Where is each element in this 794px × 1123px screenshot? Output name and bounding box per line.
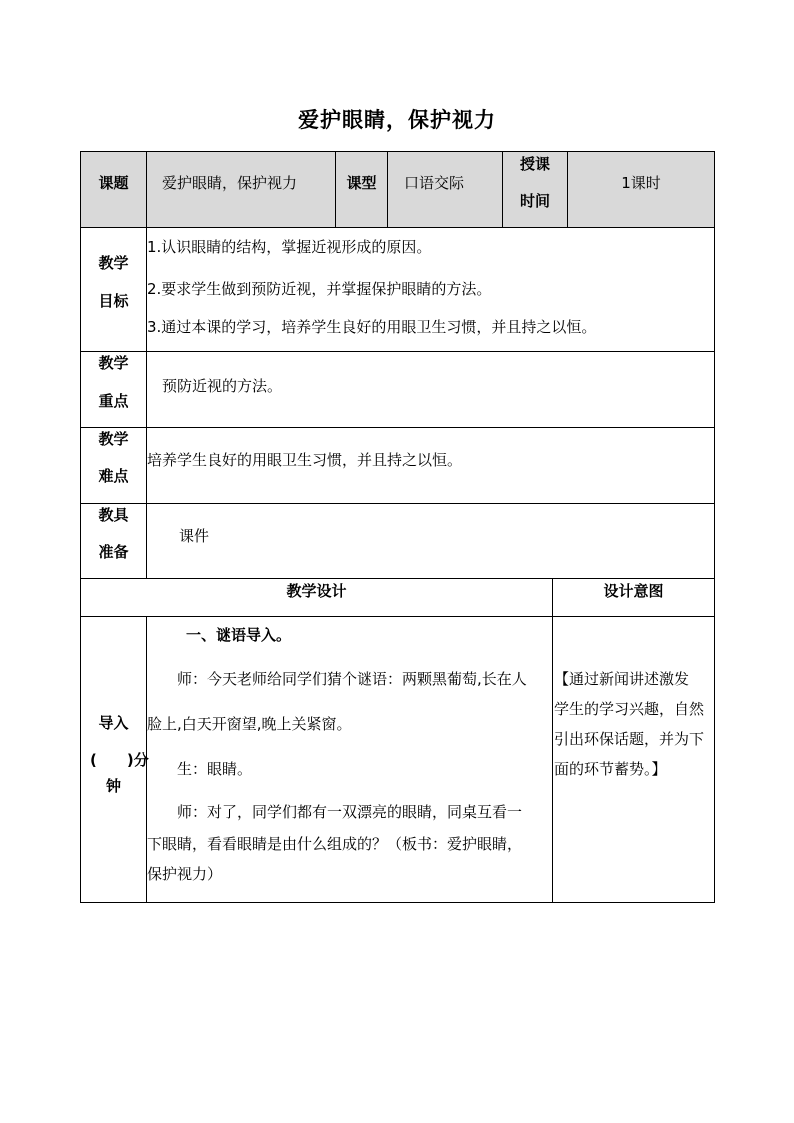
table-border: [80, 227, 715, 228]
intro-label-line1: 导入: [98, 714, 129, 732]
table-border: [80, 427, 715, 428]
intro-line: 保护视力）: [147, 865, 223, 883]
table-border: [80, 503, 715, 504]
focus-label-line2: 重点: [98, 392, 129, 410]
difficulty-label-line1: 教学: [98, 430, 129, 448]
intro-label-line2: ( )分: [90, 751, 149, 769]
type-value: 口语交际: [404, 174, 465, 192]
page-title: 爱护眼睛，保护视力: [298, 108, 496, 132]
intro-line: 下眼睛，看看眼睛是由什么组成的？（板书：爱护眼睛，: [147, 835, 523, 853]
intro-line: 师：今天老师给同学们猜个谜语：两颗黑葡萄,长在人: [177, 670, 527, 688]
focus-value: 预防近视的方法。: [162, 377, 283, 395]
intent-line: 学生的学习兴趣，自然: [554, 700, 705, 718]
table-border: [80, 578, 715, 579]
goal-item: 3.通过本课的学习，培养学生良好的用眼卫生习惯，并且持之以恒。: [147, 318, 597, 336]
intro-heading: 一、谜语导入。: [186, 626, 292, 644]
goal-item: 1.认识眼睛的结构，掌握近视形成的原因。: [147, 238, 432, 256]
topic-label: 课题: [98, 174, 129, 192]
tools-label-line1: 教具: [98, 506, 129, 524]
table-border: [80, 902, 715, 903]
table-border: [80, 616, 715, 617]
table-border: [80, 351, 715, 352]
intent-line: 面的环节蓄势。】: [554, 760, 667, 778]
topic-value: 爱护眼睛，保护视力: [162, 174, 298, 192]
tools-label-line2: 准备: [98, 543, 129, 561]
goals-label-line1: 教学: [98, 254, 129, 272]
tools-value: 课件: [179, 527, 210, 545]
time-label-line1: 授课: [519, 155, 550, 173]
intro-line: 生：眼睛。: [177, 760, 253, 778]
difficulty-value: 培养学生良好的用眼卫生习惯，并且持之以恒。: [147, 451, 463, 469]
time-value: 1课时: [621, 174, 661, 192]
table-border: [387, 151, 388, 228]
intent-line: 引出环保话题，并为下: [554, 730, 705, 748]
focus-label-line1: 教学: [98, 354, 129, 372]
intro-line: 师：对了，同学们都有一双漂亮的眼睛，同桌互看一: [177, 803, 523, 821]
design-header: 教学设计: [286, 582, 347, 600]
intro-label-line3: 钟: [105, 777, 121, 795]
intro-line: 脸上,白天开窗望,晚上关紧窗。: [147, 715, 352, 733]
table-border: [552, 578, 553, 903]
goals-label-line2: 目标: [98, 292, 129, 310]
table-border: [146, 151, 147, 579]
table-border: [80, 151, 715, 152]
time-label-line2: 时间: [519, 192, 550, 210]
table-border: [714, 151, 715, 903]
intent-header: 设计意图: [603, 582, 664, 600]
type-label: 课型: [346, 174, 377, 192]
goal-item: 2.要求学生做到预防近视，并掌握保护眼睛的方法。: [147, 280, 492, 298]
intent-line: 【通过新闻讲述激发: [554, 670, 690, 688]
difficulty-label-line2: 难点: [98, 467, 129, 485]
